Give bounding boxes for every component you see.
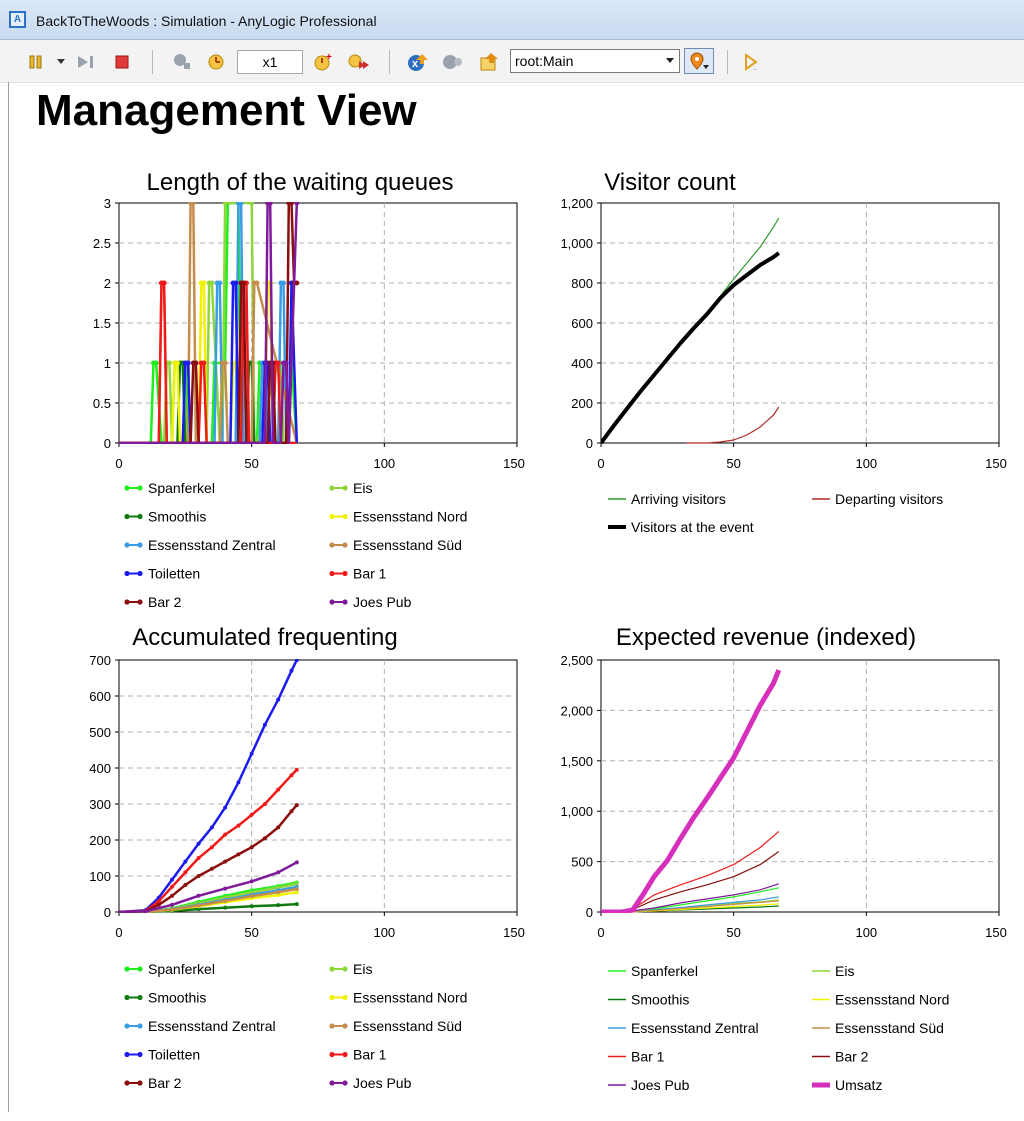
legend-item: [812, 1049, 869, 1065]
legend-label: Spanferkel: [631, 963, 698, 979]
data-point-essensstand-s-d: [250, 894, 254, 898]
chart-queues: [93, 169, 525, 610]
legend-swatch-dot: [342, 1052, 347, 1057]
data-point-bar-1: [197, 856, 201, 860]
data-point-joes-pub: [268, 201, 273, 206]
legend-item: [608, 992, 689, 1008]
x-tick-label: 0: [115, 925, 123, 940]
data-point-bar-1: [223, 833, 227, 837]
legend-swatch-dot: [137, 599, 142, 604]
y-tick-label: 1,500: [560, 753, 593, 769]
x-tick-label: 100: [855, 925, 878, 940]
legend-item: [329, 1018, 462, 1034]
data-point-toiletten: [263, 723, 267, 727]
data-point-essensstand-s-d: [223, 899, 227, 903]
data-point-bar-2: [193, 361, 198, 366]
data-point-bar-1: [263, 802, 267, 806]
y-tick-label: 1,200: [560, 196, 593, 211]
data-point-bar-2: [197, 874, 201, 878]
legend-swatch-dot: [329, 599, 334, 604]
data-point-essensstand-s-d: [254, 281, 259, 286]
data-point-toiletten: [250, 752, 254, 756]
y-tick-label: 100: [89, 869, 111, 884]
legend-swatch-dot: [137, 571, 142, 576]
legend-swatch-dot: [342, 571, 347, 576]
legend-swatch-dot: [329, 514, 334, 519]
legend-item: [329, 509, 467, 525]
data-point-bar-2: [289, 201, 294, 206]
legend-swatch-dot: [329, 995, 334, 1000]
legend-swatch-dot: [329, 571, 334, 576]
legend-label: Bar 1: [631, 1048, 665, 1065]
legend-swatch-dot: [342, 966, 347, 971]
data-point-joes-pub: [295, 860, 299, 864]
y-tick-label: 2.5: [92, 236, 111, 251]
legend-item: [812, 1020, 944, 1036]
legend-label: Bar 2: [148, 594, 182, 610]
data-point-bar-2: [263, 836, 267, 840]
chart-title: Expected revenue (indexed): [615, 624, 917, 651]
legend-item: [812, 992, 949, 1008]
legend-swatch-dot: [124, 599, 129, 604]
data-point-essensstand-s-d: [276, 890, 280, 894]
data-point-eis: [249, 201, 254, 206]
x-tick-label: 150: [503, 925, 525, 940]
x-tick-label: 0: [597, 925, 605, 940]
y-tick-label: 2,500: [560, 653, 593, 668]
data-point-essensstand-nord: [175, 361, 180, 366]
y-tick-label: 1,000: [560, 804, 593, 820]
legend-swatch-dot: [329, 542, 334, 547]
y-tick-label: 500: [89, 725, 111, 740]
legend-swatch-dot: [124, 995, 129, 1000]
legend-item: [329, 594, 411, 610]
data-point-smoothis: [223, 906, 227, 910]
y-tick-label: 300: [89, 797, 111, 812]
legend-item: [124, 990, 206, 1006]
y-tick-label: 0: [103, 905, 111, 920]
legend-swatch-dot: [124, 1052, 129, 1057]
data-point-joes-pub: [250, 879, 254, 883]
legend-label: Joes Pub: [631, 1077, 690, 1093]
data-point-bar-1: [236, 824, 240, 828]
legend-label: Joes Pub: [353, 1075, 412, 1091]
data-point-bar-1: [210, 845, 214, 849]
legend-swatch-dot: [124, 966, 129, 971]
y-tick-label: 200: [571, 396, 593, 411]
x-tick-label: 100: [373, 456, 396, 471]
data-point-bar-1: [289, 773, 293, 777]
data-point-bar-2: [170, 894, 174, 898]
legend-item: [608, 519, 754, 535]
legend-label: Essensstand Nord: [353, 989, 468, 1006]
svg-text:x: x: [412, 58, 419, 70]
legend-swatch-dot: [329, 966, 334, 971]
x-tick-label: 0: [597, 456, 605, 471]
y-tick-label: 400: [571, 356, 593, 371]
data-point-bar-2: [183, 883, 187, 887]
legend-swatch-dot: [342, 514, 347, 519]
legend-swatch-dot: [329, 1080, 334, 1085]
svg-text:..: ..: [753, 65, 757, 71]
legend-item: [124, 961, 215, 977]
legend-swatch-dot: [329, 485, 334, 490]
root-selector[interactable]: root:Main: [510, 49, 680, 73]
legend-label: Bar 1: [353, 565, 387, 582]
y-tick-label: 0: [103, 436, 111, 451]
y-tick-label: 2,000: [560, 703, 593, 719]
data-point-essensstand-s-d: [191, 201, 196, 206]
y-tick-label: 1: [103, 356, 111, 371]
data-point-bar-2: [210, 867, 214, 871]
legend-swatch-dot: [124, 1080, 129, 1085]
legend-swatch-dot: [137, 514, 142, 519]
legend-label: Essensstand Nord: [353, 508, 468, 525]
legend-label: Eis: [835, 963, 855, 979]
page-title: Management View: [36, 86, 417, 135]
chart-revenue: [560, 624, 1006, 1093]
data-point-bar-1: [295, 768, 299, 772]
legend-item: [608, 963, 698, 979]
legend-label: Eis: [353, 961, 373, 977]
data-point-toiletten: [185, 361, 190, 366]
data-point-essensstand-s-d: [170, 907, 174, 911]
legend-label: Spanferkel: [148, 480, 215, 496]
chart-visitors: [560, 169, 1006, 535]
legend-item: [608, 1077, 690, 1093]
data-point-smoothis: [295, 902, 299, 906]
legend-item: [124, 1047, 200, 1063]
x-tick-label: 150: [985, 456, 1007, 471]
window-title: BackToTheWoods : Simulation - AnyLogic Professional: [36, 13, 377, 29]
data-point-bar-1: [250, 813, 254, 817]
data-point-bar-1: [276, 361, 281, 366]
speed-display: x1: [237, 50, 303, 74]
legend-swatch-dot: [342, 542, 347, 547]
data-point-bar-1: [170, 885, 174, 889]
legend-label: Essensstand Süd: [835, 1020, 944, 1036]
legend-item: [812, 491, 943, 507]
legend-swatch-dot: [137, 485, 142, 490]
x-tick-label: 100: [855, 456, 878, 471]
y-tick-label: 0: [585, 905, 593, 920]
data-point-bar-2: [223, 860, 227, 864]
legend-label: Smoothis: [631, 991, 690, 1008]
legend-label: Arriving visitors: [631, 491, 726, 507]
data-point-toiletten: [236, 780, 240, 784]
legend-item: [329, 961, 372, 977]
legend-swatch-dot: [342, 1080, 347, 1085]
legend-label: Smoothis: [148, 508, 207, 525]
data-point-toiletten: [276, 698, 280, 702]
legend-item: [608, 1020, 759, 1036]
legend-swatch-dot: [329, 1023, 334, 1028]
x-tick-label: 50: [726, 925, 741, 940]
data-point-essensstand-s-d: [223, 361, 228, 366]
data-point-toiletten: [289, 669, 293, 673]
data-point-essensstand-zentral: [217, 281, 222, 286]
data-point-joes-pub: [276, 870, 280, 874]
legend-item: [124, 480, 215, 496]
data-point-joes-pub: [197, 894, 201, 898]
legend-swatch-dot: [137, 966, 142, 971]
y-tick-label: 600: [571, 316, 593, 331]
x-tick-label: 0: [115, 456, 123, 471]
data-point-bar-2: [295, 803, 299, 807]
legend-label: Spanferkel: [148, 961, 215, 977]
y-tick-label: 0: [585, 436, 593, 451]
legend-item: [329, 480, 372, 496]
data-point-bar-1: [276, 788, 280, 792]
data-point-essensstand-zentral: [239, 201, 244, 206]
data-point-smoothis: [250, 904, 254, 908]
data-point-bar-2: [250, 845, 254, 849]
data-point-smoothis: [276, 903, 280, 907]
legend-label: Departing visitors: [835, 491, 944, 507]
legend-item: [329, 990, 467, 1006]
legend-swatch-dot: [329, 1052, 334, 1057]
data-point-toiletten: [295, 658, 299, 662]
legend-label: Eis: [353, 480, 373, 496]
data-point-bar-1: [162, 281, 167, 286]
plot-area: [119, 660, 517, 912]
legend-swatch-dot: [137, 1023, 142, 1028]
legend-swatch-dot: [342, 485, 347, 490]
y-tick-label: 400: [89, 761, 111, 776]
data-point-toiletten: [210, 825, 214, 829]
data-point-joes-pub: [223, 887, 227, 891]
legend-item: [329, 1075, 411, 1091]
legend-label: Essensstand Zentral: [148, 537, 276, 553]
chart-title: Length of the waiting queues: [146, 169, 454, 196]
legend-label: Umsatz: [835, 1077, 883, 1093]
data-point-toiletten: [233, 281, 238, 286]
legend-label: Toiletten: [148, 565, 201, 582]
legend-item: [124, 594, 181, 610]
legend-label: Joes Pub: [353, 594, 412, 610]
y-tick-label: 1.5: [92, 316, 111, 331]
legend-swatch-dot: [124, 1023, 129, 1028]
legend-swatch-dot: [137, 1080, 142, 1085]
data-point-toiletten: [183, 860, 187, 864]
data-point-toiletten: [197, 842, 201, 846]
chart-title: Visitor count: [604, 169, 736, 196]
data-point-toiletten: [170, 878, 174, 882]
legend-item: [329, 537, 462, 553]
legend-label: Essensstand Nord: [835, 991, 950, 1008]
data-point-eis: [223, 201, 228, 206]
data-point-toiletten: [223, 806, 227, 810]
legend-label: Bar 2: [148, 1075, 182, 1091]
legend-label: Essensstand Zentral: [631, 1020, 759, 1036]
svg-text:+: +: [326, 52, 332, 63]
legend-swatch-dot: [137, 542, 142, 547]
legend-swatch-dot: [342, 995, 347, 1000]
legend-swatch-dot: [124, 542, 129, 547]
legend-item: [608, 491, 726, 507]
data-point-bar-2: [289, 809, 293, 813]
legend-label: Bar 2: [835, 1048, 869, 1065]
data-point-joes-pub: [170, 903, 174, 907]
legend-label: Essensstand Süd: [353, 537, 462, 553]
legend-item: [124, 1075, 181, 1091]
chart-title: Accumulated frequenting: [132, 624, 398, 651]
x-tick-label: 50: [244, 456, 259, 471]
y-tick-label: 800: [571, 276, 593, 291]
data-point-bar-1: [201, 361, 206, 366]
legend-item: [608, 1049, 665, 1065]
x-tick-label: 50: [244, 925, 259, 940]
data-point-spanferkel: [154, 361, 159, 366]
plot-area: [601, 660, 999, 912]
y-tick-label: 2: [103, 276, 111, 291]
data-point-joes-pub: [294, 201, 299, 206]
legend-label: Visitors at the event: [631, 519, 754, 535]
legend-item: [124, 566, 200, 582]
data-point-essensstand-s-d: [295, 887, 299, 891]
legend-label: Smoothis: [148, 989, 207, 1006]
data-point-essensstand-nord: [201, 281, 206, 286]
legend-item: [812, 1077, 882, 1093]
y-tick-label: 1,000: [560, 236, 593, 251]
data-point-essensstand-s-d: [197, 904, 201, 908]
legend-swatch-dot: [137, 995, 142, 1000]
y-tick-label: 0.5: [92, 396, 111, 411]
legend-item: [812, 963, 854, 979]
chart-frequenting: [89, 624, 525, 1091]
data-point-bar-2: [276, 825, 280, 829]
data-point-bar-2: [241, 281, 246, 286]
data-point-joes-pub: [144, 909, 148, 913]
data-point-bar-2: [236, 852, 240, 856]
legend-label: Bar 1: [353, 1046, 387, 1063]
legend-item: [124, 537, 275, 553]
data-point-eis: [209, 281, 214, 286]
legend-label: Toiletten: [148, 1046, 201, 1063]
x-tick-label: 150: [503, 456, 525, 471]
data-point-joes-pub: [284, 361, 289, 366]
y-tick-label: 600: [89, 689, 111, 704]
x-tick-label: 150: [985, 925, 1007, 940]
legend-label: Essensstand Süd: [353, 1018, 462, 1034]
legend-swatch-dot: [137, 1052, 142, 1057]
legend-item: [329, 1047, 386, 1063]
legend-label: Essensstand Zentral: [148, 1018, 276, 1034]
data-point-bar-1: [183, 870, 187, 874]
legend-swatch-dot: [342, 599, 347, 604]
legend-item: [329, 566, 386, 582]
y-tick-label: 700: [89, 653, 111, 668]
legend-item: [124, 509, 206, 525]
anylogic-app-icon: A: [9, 11, 26, 28]
y-tick-label: 3: [103, 196, 111, 211]
x-tick-label: 50: [726, 456, 741, 471]
legend-swatch-dot: [124, 571, 129, 576]
x-tick-label: 100: [373, 925, 396, 940]
legend-swatch-dot: [124, 485, 129, 490]
data-point-bar-2: [157, 903, 161, 907]
data-point-eis: [167, 361, 172, 366]
legend-item: [124, 1018, 275, 1034]
legend-swatch-dot: [124, 514, 129, 519]
legend-swatch-dot: [342, 1023, 347, 1028]
data-point-essensstand-zentral: [281, 281, 286, 286]
y-tick-label: 200: [89, 833, 111, 848]
y-tick-label: 500: [571, 854, 593, 870]
